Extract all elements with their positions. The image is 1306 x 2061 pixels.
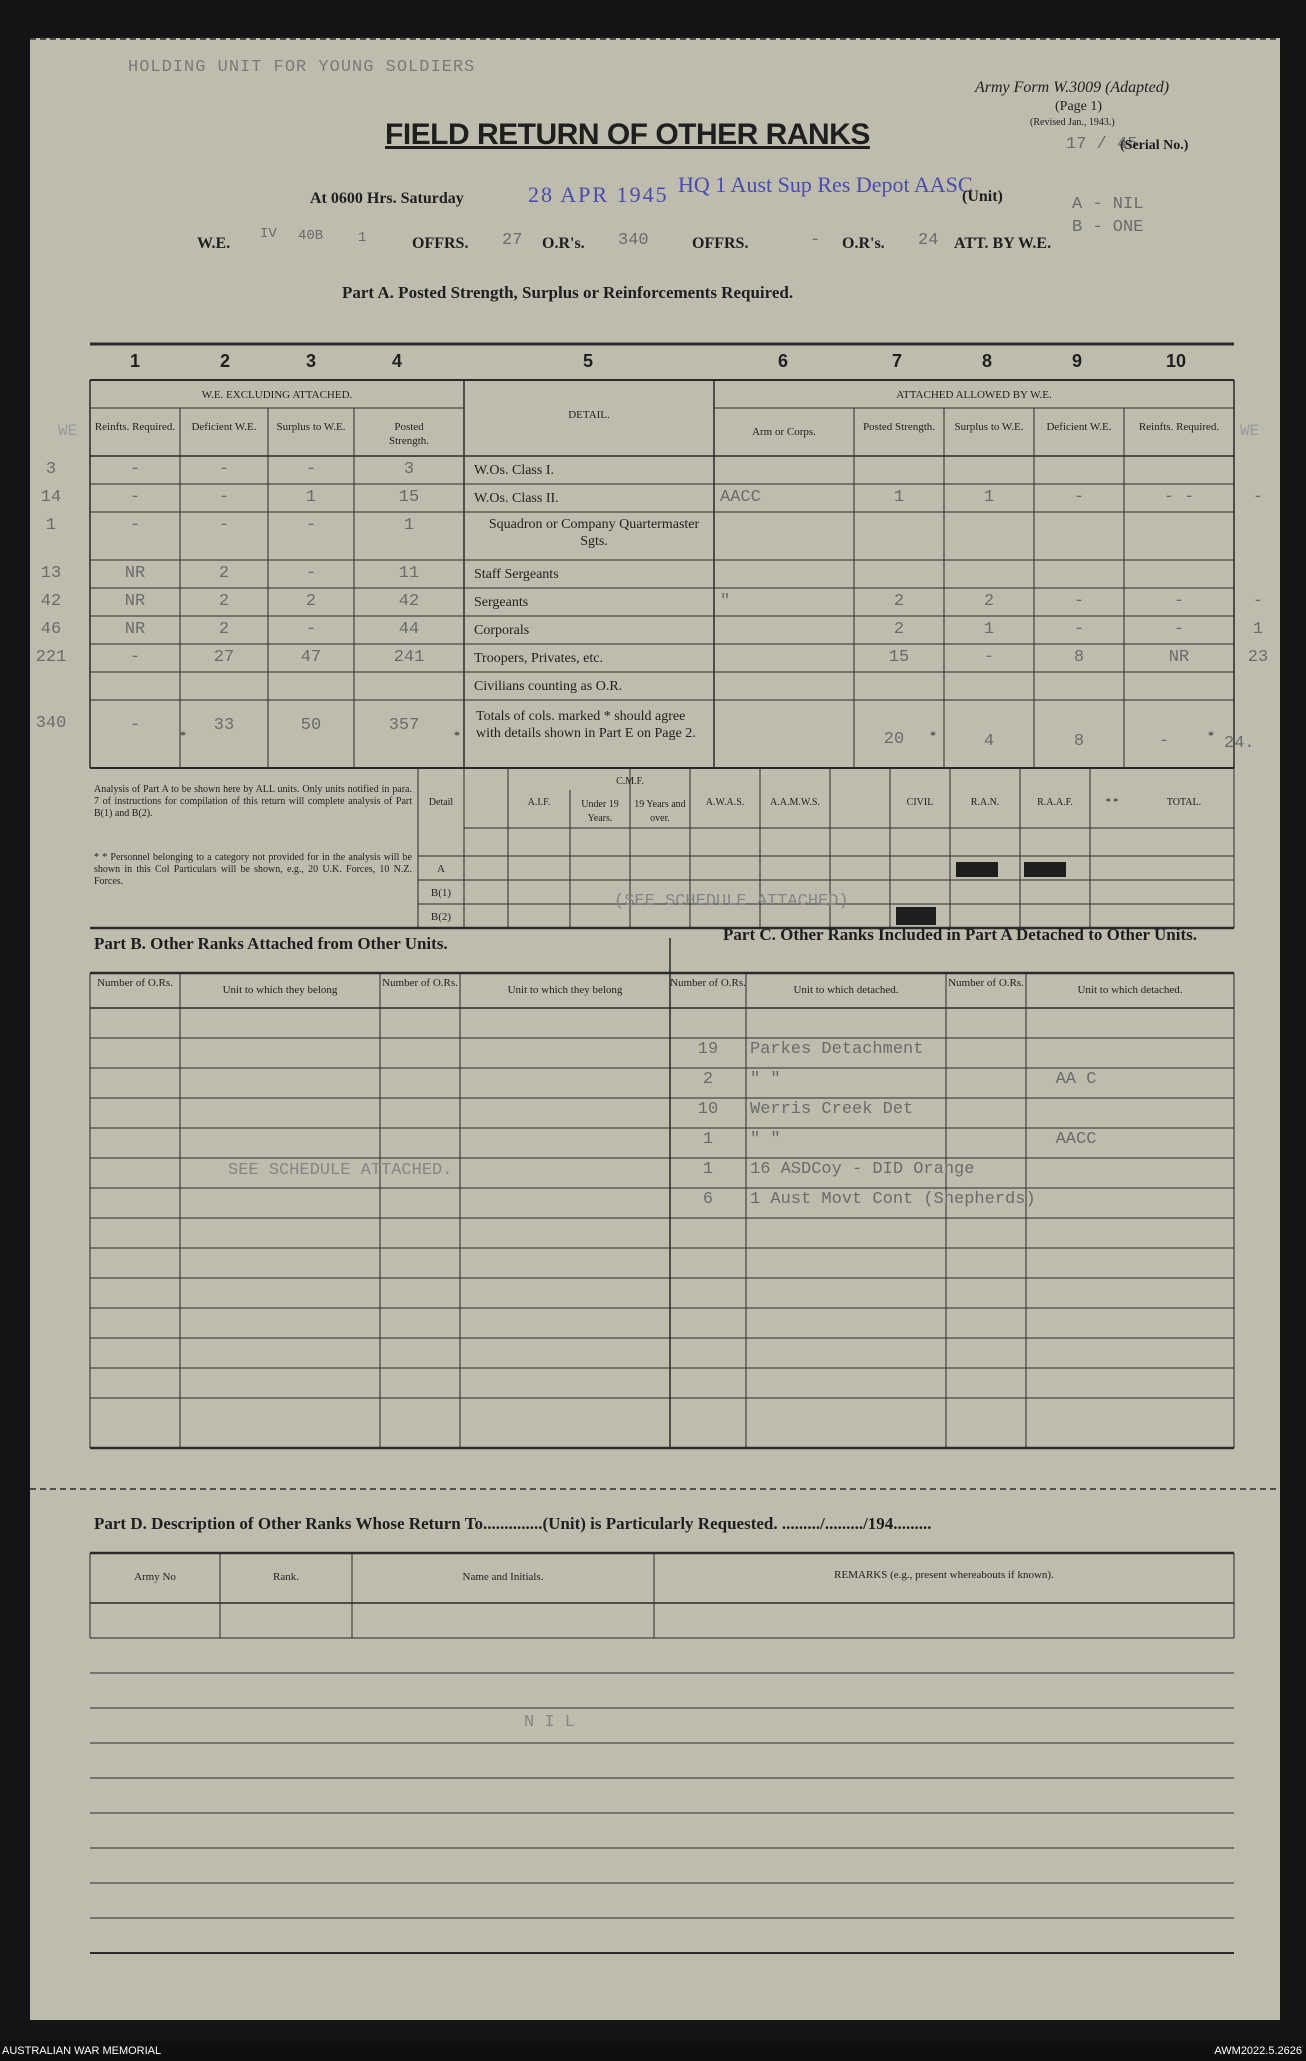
part-a-cell-c2: 27	[213, 648, 235, 667]
col-number-2: 2	[220, 351, 231, 371]
part-a-cell-c6: "	[720, 592, 731, 611]
margin-we-left: WE	[58, 422, 78, 440]
part-a-cell-c1: NR	[124, 592, 146, 611]
subhead-posted-strength: Posted Strength.	[388, 421, 430, 447]
part-c-num: 10	[697, 1100, 719, 1119]
totals-detail: Totals of cols. marked * should agree with details shown in Part E on Page 2.	[476, 709, 696, 741]
form-page	[30, 38, 1280, 2020]
totals-c2: 33	[213, 716, 235, 735]
totals-star-10: *	[1208, 728, 1214, 742]
part-a-cell-c8: 1	[983, 488, 995, 507]
subhead-surplus: Surplus to W.E.	[276, 421, 346, 433]
part-a-cell-detail: Corporals	[474, 623, 530, 638]
part-a-cell-c2: -	[218, 460, 230, 479]
analysis-head-raaf: R.A.A.F.	[1037, 797, 1073, 808]
analysis-head-awas: A.W.A.S.	[705, 797, 745, 808]
part-c-extra: AACC	[1055, 1130, 1097, 1149]
analysis-row-b2: B(2)	[430, 911, 452, 923]
totals-c8: 4	[983, 732, 995, 751]
col-number-5: 5	[583, 351, 594, 371]
form-page-number: (Page 1)	[1055, 99, 1103, 114]
or-value: 340	[618, 231, 649, 250]
part-a-cell-c1: -	[129, 516, 141, 535]
at-label: At 0600 Hrs. Saturday	[310, 190, 464, 207]
offrs-value: 27	[502, 231, 523, 250]
analysis-detail-head: Detail	[428, 797, 454, 808]
redaction-ran	[956, 862, 998, 877]
part-a-cell-c9: -	[1073, 592, 1085, 611]
part-a-cell-detail: Staff Sergeants	[474, 567, 559, 582]
part-a-cell-right: 23	[1247, 648, 1269, 667]
group-attached-allowed: ATTACHED ALLOWED BY W.E.	[896, 389, 1052, 401]
analysis-head-under-19: Under 19 Years.	[581, 799, 619, 824]
part-a-cell-detail: W.Os. Class II.	[474, 491, 559, 506]
col-number-10: 10	[1166, 351, 1187, 371]
part-a-cell-c7: 1	[893, 488, 905, 507]
part-a-cell-c3: 1	[305, 488, 317, 507]
part-b-head-num-1: Number of O.Rs.	[97, 977, 173, 989]
analysis-head-other: * *	[1105, 797, 1119, 808]
col-number-8: 8	[982, 351, 993, 371]
part-a-cell-c2: -	[218, 516, 230, 535]
part-a-cell-detail: Troopers, Privates, etc.	[474, 651, 603, 666]
part-a-cell-c7: 2	[893, 592, 905, 611]
part-a-cell-c8: 1	[983, 620, 995, 639]
totals-c7: 20	[883, 730, 905, 749]
totals-c10: -	[1158, 732, 1170, 751]
analysis-head-total: TOTAL.	[1166, 797, 1202, 808]
part-c-num: 1	[702, 1160, 714, 1179]
part-d-head-rank: Rank.	[273, 1571, 299, 1583]
subhead-att-reinfts: Reinfts. Required.	[1138, 421, 1220, 433]
part-a-cell-c4: 1	[403, 516, 415, 535]
part-a-cell-right: 1	[1252, 620, 1264, 639]
part-a-cell-c1: -	[129, 488, 141, 507]
we-value-1: IV	[260, 226, 277, 242]
part-a-cell-c4: 42	[398, 592, 420, 611]
totals-right: 24.	[1224, 734, 1255, 753]
att-label: ATT. BY W.E.	[954, 235, 1052, 252]
part-a-cell-c1: NR	[124, 564, 146, 583]
part-a-cell-detail: Sergeants	[474, 595, 529, 610]
part-a-cell-c4: 241	[393, 648, 425, 667]
part-a-cell-c2: 2	[218, 564, 230, 583]
part-a-cell-c1: -	[129, 648, 141, 667]
we-label: W.E.	[197, 235, 231, 252]
offrs2-label: OFFRS.	[692, 235, 749, 252]
part-a-cell-c2: 2	[218, 620, 230, 639]
part-a-cell-we: 3	[45, 460, 57, 479]
totals-we: 340	[35, 714, 67, 733]
part-a-cell-we: 46	[40, 620, 62, 639]
part-a-cell-c7: 15	[888, 648, 910, 667]
part-a-cell-c4: 11	[398, 564, 420, 583]
form-revised: (Revised Jan., 1943.)	[1030, 117, 1115, 128]
part-c-title: Part C. Other Ranks Included in Part A Detached to Other Units.	[723, 925, 1197, 944]
form-name: Army Form W.3009 (Adapted)	[975, 79, 1170, 96]
part-c-num: 1	[702, 1130, 714, 1149]
part-c-extra: AA C	[1055, 1070, 1097, 1089]
date-stamp: 28 APR 1945	[528, 182, 669, 207]
analysis-note-2: * * Personnel belonging to a category not provided for in the analysis will be shown in this Col Particulars will be shown, e.g., 20 U.K. Forces, 10 N.Z. Forces.	[94, 852, 412, 887]
part-a-cell-detail: Squadron or Company Quartermaster Sgts.	[488, 517, 700, 549]
analysis-head-aif: A.I.F.	[527, 797, 551, 808]
col-number-4: 4	[392, 351, 403, 371]
part-b-title: Part B. Other Ranks Attached from Other Units.	[94, 934, 448, 953]
part-a-cell-detail: Civilians counting as O.R.	[474, 679, 623, 694]
part-a-cell-we: 1	[45, 516, 57, 535]
analysis-head-19-over: 19 Years and over.	[634, 799, 686, 824]
margin-we-right: WE	[1240, 422, 1260, 440]
part-c-num: 6	[702, 1190, 714, 1209]
col-number-3: 3	[306, 351, 317, 371]
archive-footer	[0, 2041, 1306, 2061]
unit-stamp: HOLDING UNIT FOR YOUNG SOLDIERS	[128, 58, 476, 77]
col-number-9: 9	[1072, 351, 1083, 371]
part-a-cell-c4: 3	[403, 460, 415, 479]
col-number-7: 7	[892, 351, 903, 371]
part-c-unit: 1 Aust Movt Cont (Shepherds)	[750, 1190, 1036, 1209]
redaction-civil	[896, 907, 936, 925]
part-a-cell-c3: -	[305, 564, 317, 583]
subhead-att-surplus: Surplus to W.E.	[954, 421, 1024, 433]
part-c-head-num-2: Number of O.Rs.	[948, 977, 1024, 989]
part-a-cell-we: 221	[35, 648, 67, 667]
part-a-cell-c3: 47	[300, 648, 322, 667]
we-value-2: 40B	[298, 228, 324, 244]
analysis-head-civil: CIVIL	[906, 797, 934, 808]
analysis-head-ran: R.A.N.	[970, 797, 1000, 808]
or2-value: 24	[918, 231, 939, 250]
part-a-cell-c8: 2	[983, 592, 995, 611]
part-a-cell-c9: -	[1073, 620, 1085, 639]
part-a-cell-c1: NR	[124, 620, 146, 639]
part-c-unit: " "	[750, 1070, 781, 1089]
form-title: FIELD RETURN OF OTHER RANKS	[385, 118, 870, 151]
part-a-cell-c9: -	[1073, 488, 1085, 507]
part-a-cell-c3: -	[305, 460, 317, 479]
part-c-unit: " "	[750, 1130, 781, 1149]
part-c-head-unit-2: Unit to which detached.	[1077, 984, 1183, 996]
or2-label: O.R's.	[842, 235, 885, 252]
footer-right: AWM2022.5.2626	[1214, 2045, 1302, 2057]
part-a-cell-c2: -	[218, 488, 230, 507]
group-we-excluding: W.E. EXCLUDING ATTACHED.	[201, 389, 353, 401]
footer-left: AUSTRALIAN WAR MEMORIAL	[2, 2045, 162, 2057]
part-a-cell-detail: W.Os. Class I.	[474, 463, 554, 478]
we-value-3: 1	[358, 230, 367, 246]
part-b-head-unit-2: Unit to which they belong	[507, 984, 623, 996]
part-a-cell-we: 13	[40, 564, 62, 583]
totals-star-4: *	[454, 728, 460, 742]
part-d-head-name: Name and Initials.	[462, 1571, 544, 1583]
form-rulings	[30, 38, 1280, 2020]
part-a-cell-c9: 8	[1073, 648, 1085, 667]
subhead-att-deficient: Deficient W.E.	[1046, 421, 1112, 433]
part-c-num: 2	[702, 1070, 714, 1089]
col-number-6: 6	[778, 351, 789, 371]
part-a-cell-c4: 15	[398, 488, 420, 507]
side-note-a: A - NIL	[1072, 195, 1144, 214]
serial-value: 17 / 45	[1066, 135, 1138, 154]
subhead-arm-corps: Arm or Corps.	[752, 426, 816, 438]
subhead-att-posted: Posted Strength.	[862, 421, 936, 433]
part-c-unit: Parkes Detachment	[750, 1040, 924, 1059]
part-c-head-unit-1: Unit to which detached.	[793, 984, 899, 996]
part-a-cell-we: 42	[40, 592, 62, 611]
unit-name: HQ 1 Aust Sup Res Depot AASC	[678, 172, 973, 197]
part-c-num: 19	[697, 1040, 719, 1059]
analysis-stamp: (SEE SCHEDULE ATTACHED)	[614, 892, 849, 911]
analysis-note-1: Analysis of Part A to be shown here by ALL units. Only units notified in para. 7 of instructions for compilation of this return will complete analysis of Part B(1) and B(2).	[94, 784, 412, 819]
col-number-1: 1	[130, 351, 141, 371]
analysis-row-b1: B(1)	[430, 887, 452, 899]
analysis-head-aamws: A.A.M.W.S.	[770, 797, 820, 808]
or-label: O.R's.	[542, 235, 585, 252]
part-a-cell-c7: 2	[893, 620, 905, 639]
part-a-cell-c10: - -	[1163, 488, 1195, 507]
side-note-b: B - ONE	[1072, 218, 1144, 237]
part-a-cell-c3: -	[305, 620, 317, 639]
totals-c9: 8	[1073, 732, 1085, 751]
part-a-cell-c10: -	[1173, 620, 1185, 639]
totals-star-1: *	[180, 728, 186, 742]
part-a-cell-c6: AACC	[720, 488, 761, 507]
detail-heading: DETAIL.	[568, 409, 610, 421]
offrs-label: OFFRS.	[412, 235, 469, 252]
totals-c1: -	[129, 716, 141, 735]
part-a-cell-right: -	[1252, 592, 1264, 611]
redaction-raaf	[1024, 862, 1066, 877]
part-a-cell-we: 14	[40, 488, 62, 507]
part-d-head-remarks: REMARKS (e.g., present whereabouts if known).	[834, 1569, 1054, 1581]
subhead-deficient: Deficient W.E.	[191, 421, 257, 433]
unit-label: (Unit)	[962, 188, 1003, 205]
part-a-cell-c4: 44	[398, 620, 420, 639]
part-d-stamp: N I L	[524, 1713, 576, 1732]
part-d-head-army-no: Army No	[134, 1571, 176, 1583]
part-a-cell-c1: -	[129, 460, 141, 479]
totals-star-7: *	[930, 728, 936, 742]
part-d-title: Part D. Description of Other Ranks Whose Return To..............(Unit) is Particularly Requested. ........./........./194.........	[94, 1514, 932, 1533]
analysis-row-a: A	[437, 863, 445, 875]
analysis-head-cmf: C.M.F.	[616, 776, 644, 787]
totals-c4: 357	[388, 716, 420, 735]
part-b-head-unit-1: Unit to which they belong	[222, 984, 338, 996]
offrs2-value: -	[810, 231, 821, 250]
part-a-cell-c3: 2	[305, 592, 317, 611]
part-c-head-num-1: Number of O.Rs.	[670, 977, 746, 989]
part-a-cell-right: -	[1252, 488, 1264, 507]
serial-label: (Serial No.)	[1120, 138, 1189, 153]
part-c-unit: 16 ASDCoy - DID Orange	[750, 1160, 975, 1179]
part-a-cell-c10: NR	[1168, 648, 1190, 667]
subhead-reinfts-required: Reinfts. Required.	[94, 421, 176, 433]
part-b-head-num-2: Number of O.Rs.	[382, 977, 458, 989]
part-a-cell-c3: -	[305, 516, 317, 535]
totals-c3: 50	[300, 716, 322, 735]
part-b-stamp: SEE SCHEDULE ATTACHED.	[228, 1161, 453, 1180]
part-a-cell-c2: 2	[218, 592, 230, 611]
part-c-unit: Werris Creek Det	[750, 1100, 914, 1119]
part-a-title: Part A. Posted Strength, Surplus or Reinforcements Required.	[342, 283, 794, 302]
part-a-cell-c8: -	[983, 648, 995, 667]
part-a-cell-c10: -	[1173, 592, 1185, 611]
